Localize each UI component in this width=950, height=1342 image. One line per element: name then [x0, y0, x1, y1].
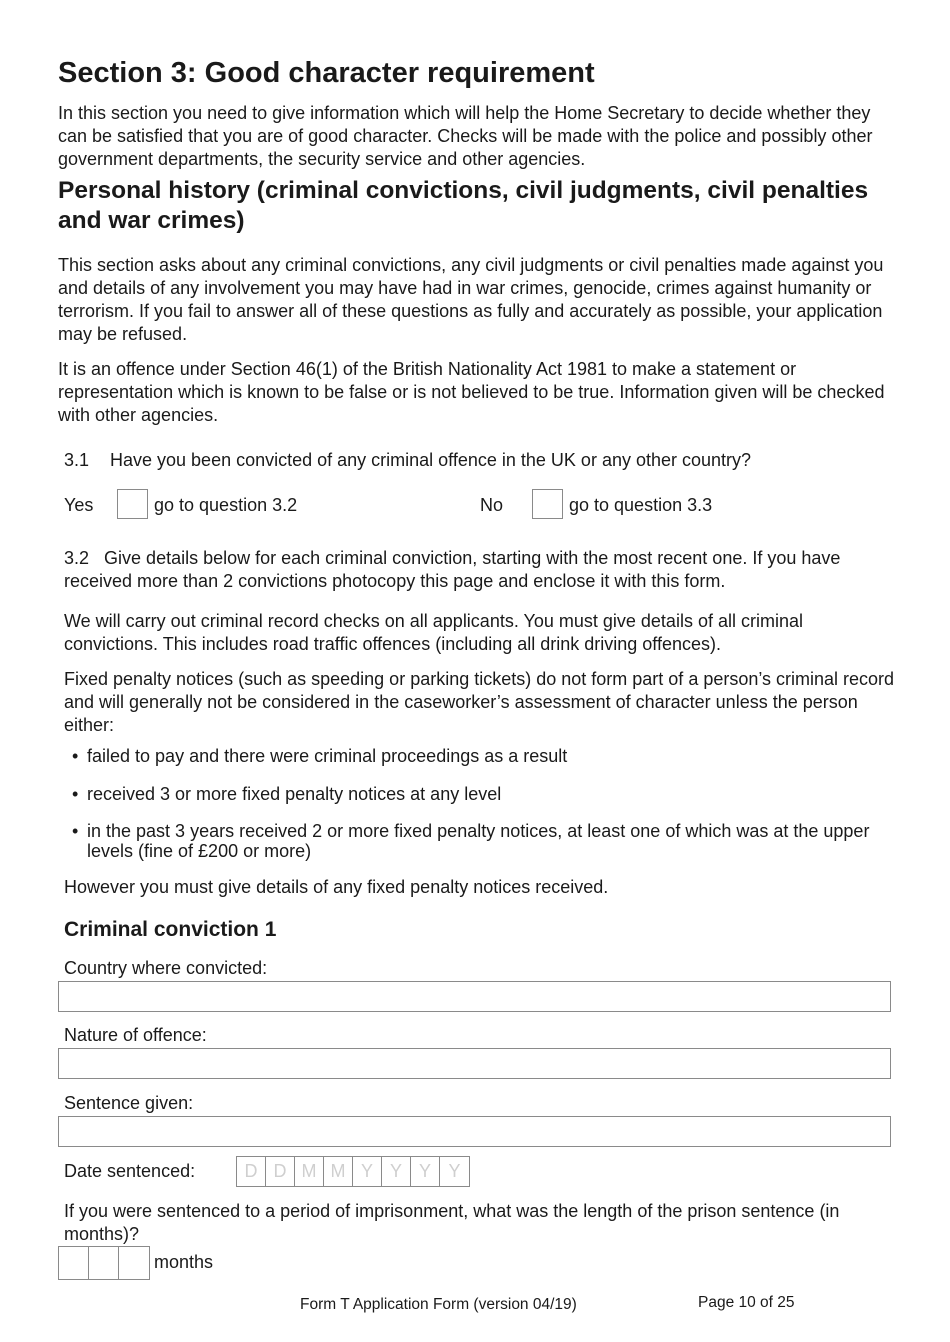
bullet-item-2: received 3 or more fixed penalty notices at any level [87, 784, 502, 804]
bullet-icon: • [72, 821, 79, 841]
nature-input[interactable] [58, 1048, 891, 1079]
date-cell-day[interactable]: D [266, 1157, 295, 1186]
bullet-icon: • [72, 784, 79, 804]
question-3-2-number: 3.2 [64, 548, 90, 568]
section-title: Section 3: Good character requirement [58, 57, 595, 89]
date-cell-month[interactable]: M [324, 1157, 353, 1186]
personal-history-para2: It is an offence under Section 46(1) of the British Nationality Act 1981 to make a statement or representation which is known to be false or is not believed to be true. Information given will be checked with other agencies. [58, 359, 885, 425]
months-label: months [154, 1252, 214, 1272]
footer-form-name: Form T Application Form (version 04/19) [300, 1296, 577, 1313]
question-3-2-text: Give details below for each criminal conviction, starting with the most recent one. If you have received more than 2 convictions photocopy this page and enclose it with this form. [64, 548, 841, 591]
no-label: No [480, 495, 504, 515]
date-cell-year[interactable]: Y [411, 1157, 440, 1186]
bullet-icon: • [72, 746, 79, 766]
country-label: Country where convicted: [64, 958, 268, 978]
no-checkbox[interactable] [532, 489, 563, 519]
bullet-item-3: in the past 3 years received 2 or more fixed penalty notices, at least one of which was at the upper levels (fine of £200 or more) [87, 821, 870, 861]
country-input[interactable] [58, 981, 891, 1012]
conviction-1-title: Criminal conviction 1 [64, 918, 277, 941]
question-3-1-number: 3.1 [64, 450, 90, 470]
no-goto-text: go to question 3.3 [569, 495, 713, 515]
date-cell-year[interactable]: Y [353, 1157, 382, 1186]
however-paragraph: However you must give details of any fixed penalty notices received. [64, 877, 609, 897]
sentence-input[interactable] [58, 1116, 891, 1147]
bullet-item-1: failed to pay and there were criminal proceedings as a result [87, 746, 568, 766]
months-cell[interactable] [119, 1247, 149, 1279]
date-cell-day[interactable]: D [237, 1157, 266, 1186]
personal-history-title: Personal history (criminal convictions, civil judgments, civil penalties and war crimes) [58, 177, 869, 234]
date-label: Date sentenced: [64, 1161, 196, 1181]
nature-label: Nature of offence: [64, 1025, 207, 1045]
months-input[interactable] [58, 1246, 150, 1280]
yes-label: Yes [64, 495, 94, 515]
question-3-1-text: Have you been convicted of any criminal offence in the UK or any other country? [110, 450, 752, 470]
date-cell-year[interactable]: Y [448, 1161, 461, 1181]
date-cell-month[interactable]: M [295, 1157, 324, 1186]
intro-paragraph: In this section you need to give information which will help the Home Secretary to decide whether they can be satisfied that you are of good character. Checks will be made with the police and possibly other government departments, the security service and other agencies. [58, 103, 873, 169]
months-cell[interactable] [59, 1247, 89, 1279]
fixed-penalty-paragraph: Fixed penalty notices (such as speeding or parking tickets) do not form part of a person’s criminal record and will generally not be considered in the caseworker’s assessment of character unless the person either: [64, 669, 895, 735]
personal-history-para1: This section asks about any criminal convictions, any civil judgments or civil penalties made against you and details of any involvement you may have had in war crimes, genocide, crimes against humanity or terrorism. If you fail to answer all of these questions as fully and accurately as possible, your application may be refused. [58, 255, 884, 344]
date-sentenced-input[interactable] [236, 1156, 470, 1187]
criminal-checks-paragraph: We will carry out criminal record checks on all applicants. You must give details of all criminal convictions. This includes road traffic offences (including all drink driving offences). [64, 611, 803, 654]
yes-checkbox[interactable] [117, 489, 148, 519]
date-cell-year[interactable]: Y [382, 1157, 411, 1186]
sentence-label: Sentence given: [64, 1093, 194, 1113]
prison-question: If you were sentenced to a period of imprisonment, what was the length of the prison sentence (in months)? [64, 1201, 840, 1244]
question-3-2 [64, 547, 894, 593]
months-cell[interactable] [89, 1247, 119, 1279]
footer-page-number: Page 10 of 25 [698, 1294, 795, 1311]
yes-goto-text: go to question 3.2 [154, 495, 298, 515]
